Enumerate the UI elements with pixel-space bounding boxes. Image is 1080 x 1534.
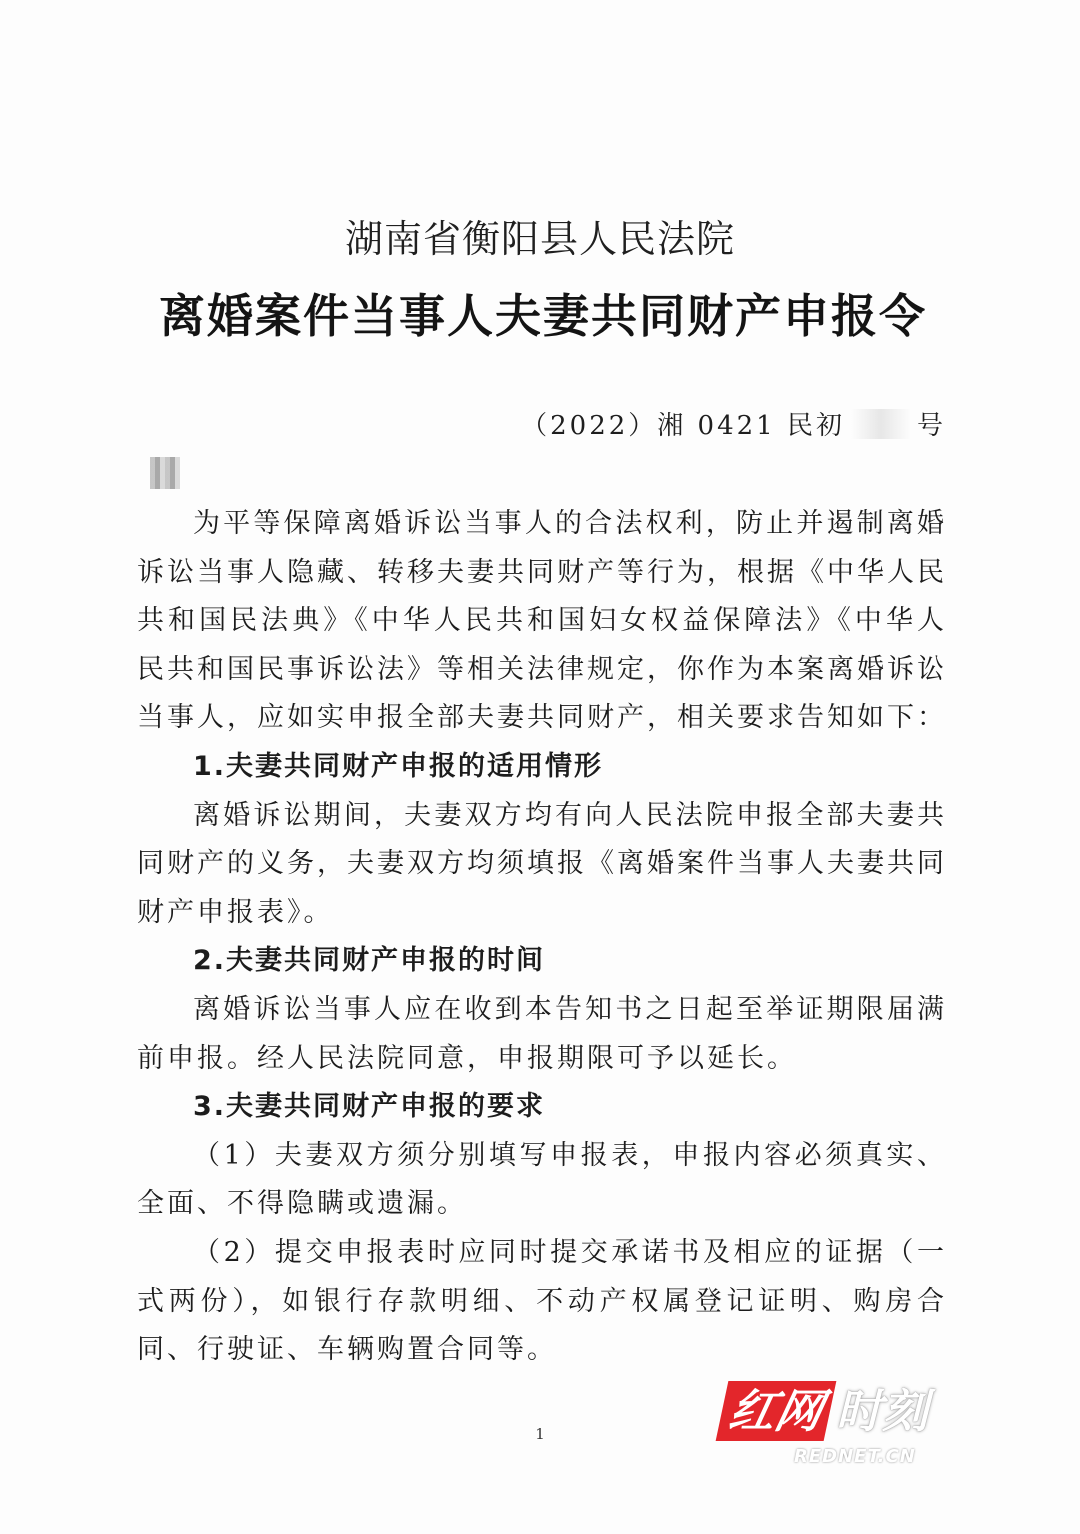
section-paragraph-2: 离婚诉讼当事人应在收到本告知书之日起至举证期限届满前申报。经人民法院同意，申报期限可予以延长。 (137, 993, 947, 1074)
section-paragraph-1: 离婚诉讼期间，夫妻双方均有向人民法院申报全部夫妻共同财产的义务，夫妻双方均须填报《离婚案件当事人夫妻共同财产申报表》。 (137, 799, 947, 928)
section-heading-1: 1.夫妻共同财产申报的适用情形 (193, 750, 604, 782)
requirement-item-1: （1）夫妻双方须分别填写申报表，申报内容必须真实、全面、不得隐瞒或遗漏。 (137, 1139, 947, 1220)
rednet-watermark-logo (722, 1380, 1012, 1480)
watermark-badge (722, 1380, 928, 1442)
document-body (137, 500, 947, 1375)
requirement-item-2: （2）提交申报表时应同时提交承诺书及相应的证据（一式两份），如银行存款明细、不动产权属登记证明、购房合同、行驶证、车辆购置合同等。 (137, 1236, 947, 1366)
case-number-prefix: （2022）湘 0421 民初 (521, 411, 845, 441)
watermark-badge-red: 红网 (716, 1381, 837, 1441)
intro-paragraph: 为平等保障离婚诉讼当事人的合法权利，防止并遏制离婚诉讼当事人隐藏、转移夫妻共同财产等行为，根据《中华人民共和国民法典》《中华人民共和国妇女权益保障法》《中华人民共和国民事诉讼法》等相关法律规定，你作为本案离婚诉讼当事人，应如实申报全部夫妻共同财产，相关要求告知如下： (137, 508, 947, 734)
redacted-party-name (150, 457, 180, 489)
section-heading-3: 3.夫妻共同财产申报的要求 (193, 1091, 546, 1123)
section-heading-2: 2.夫妻共同财产申报的时间 (193, 945, 546, 977)
document-title: 离婚案件当事人夫妻共同财产申报令 (159, 289, 927, 343)
case-number (521, 405, 946, 442)
court-name: 湖南省衡阳县人民法院 (344, 217, 735, 261)
page-number: 1 (535, 1425, 545, 1443)
redacted-case-digits (851, 409, 911, 439)
watermark-site: REDNET.CN (794, 1446, 916, 1467)
case-number-suffix: 号 (916, 411, 946, 441)
watermark-badge-white: 时刻 (836, 1384, 928, 1438)
